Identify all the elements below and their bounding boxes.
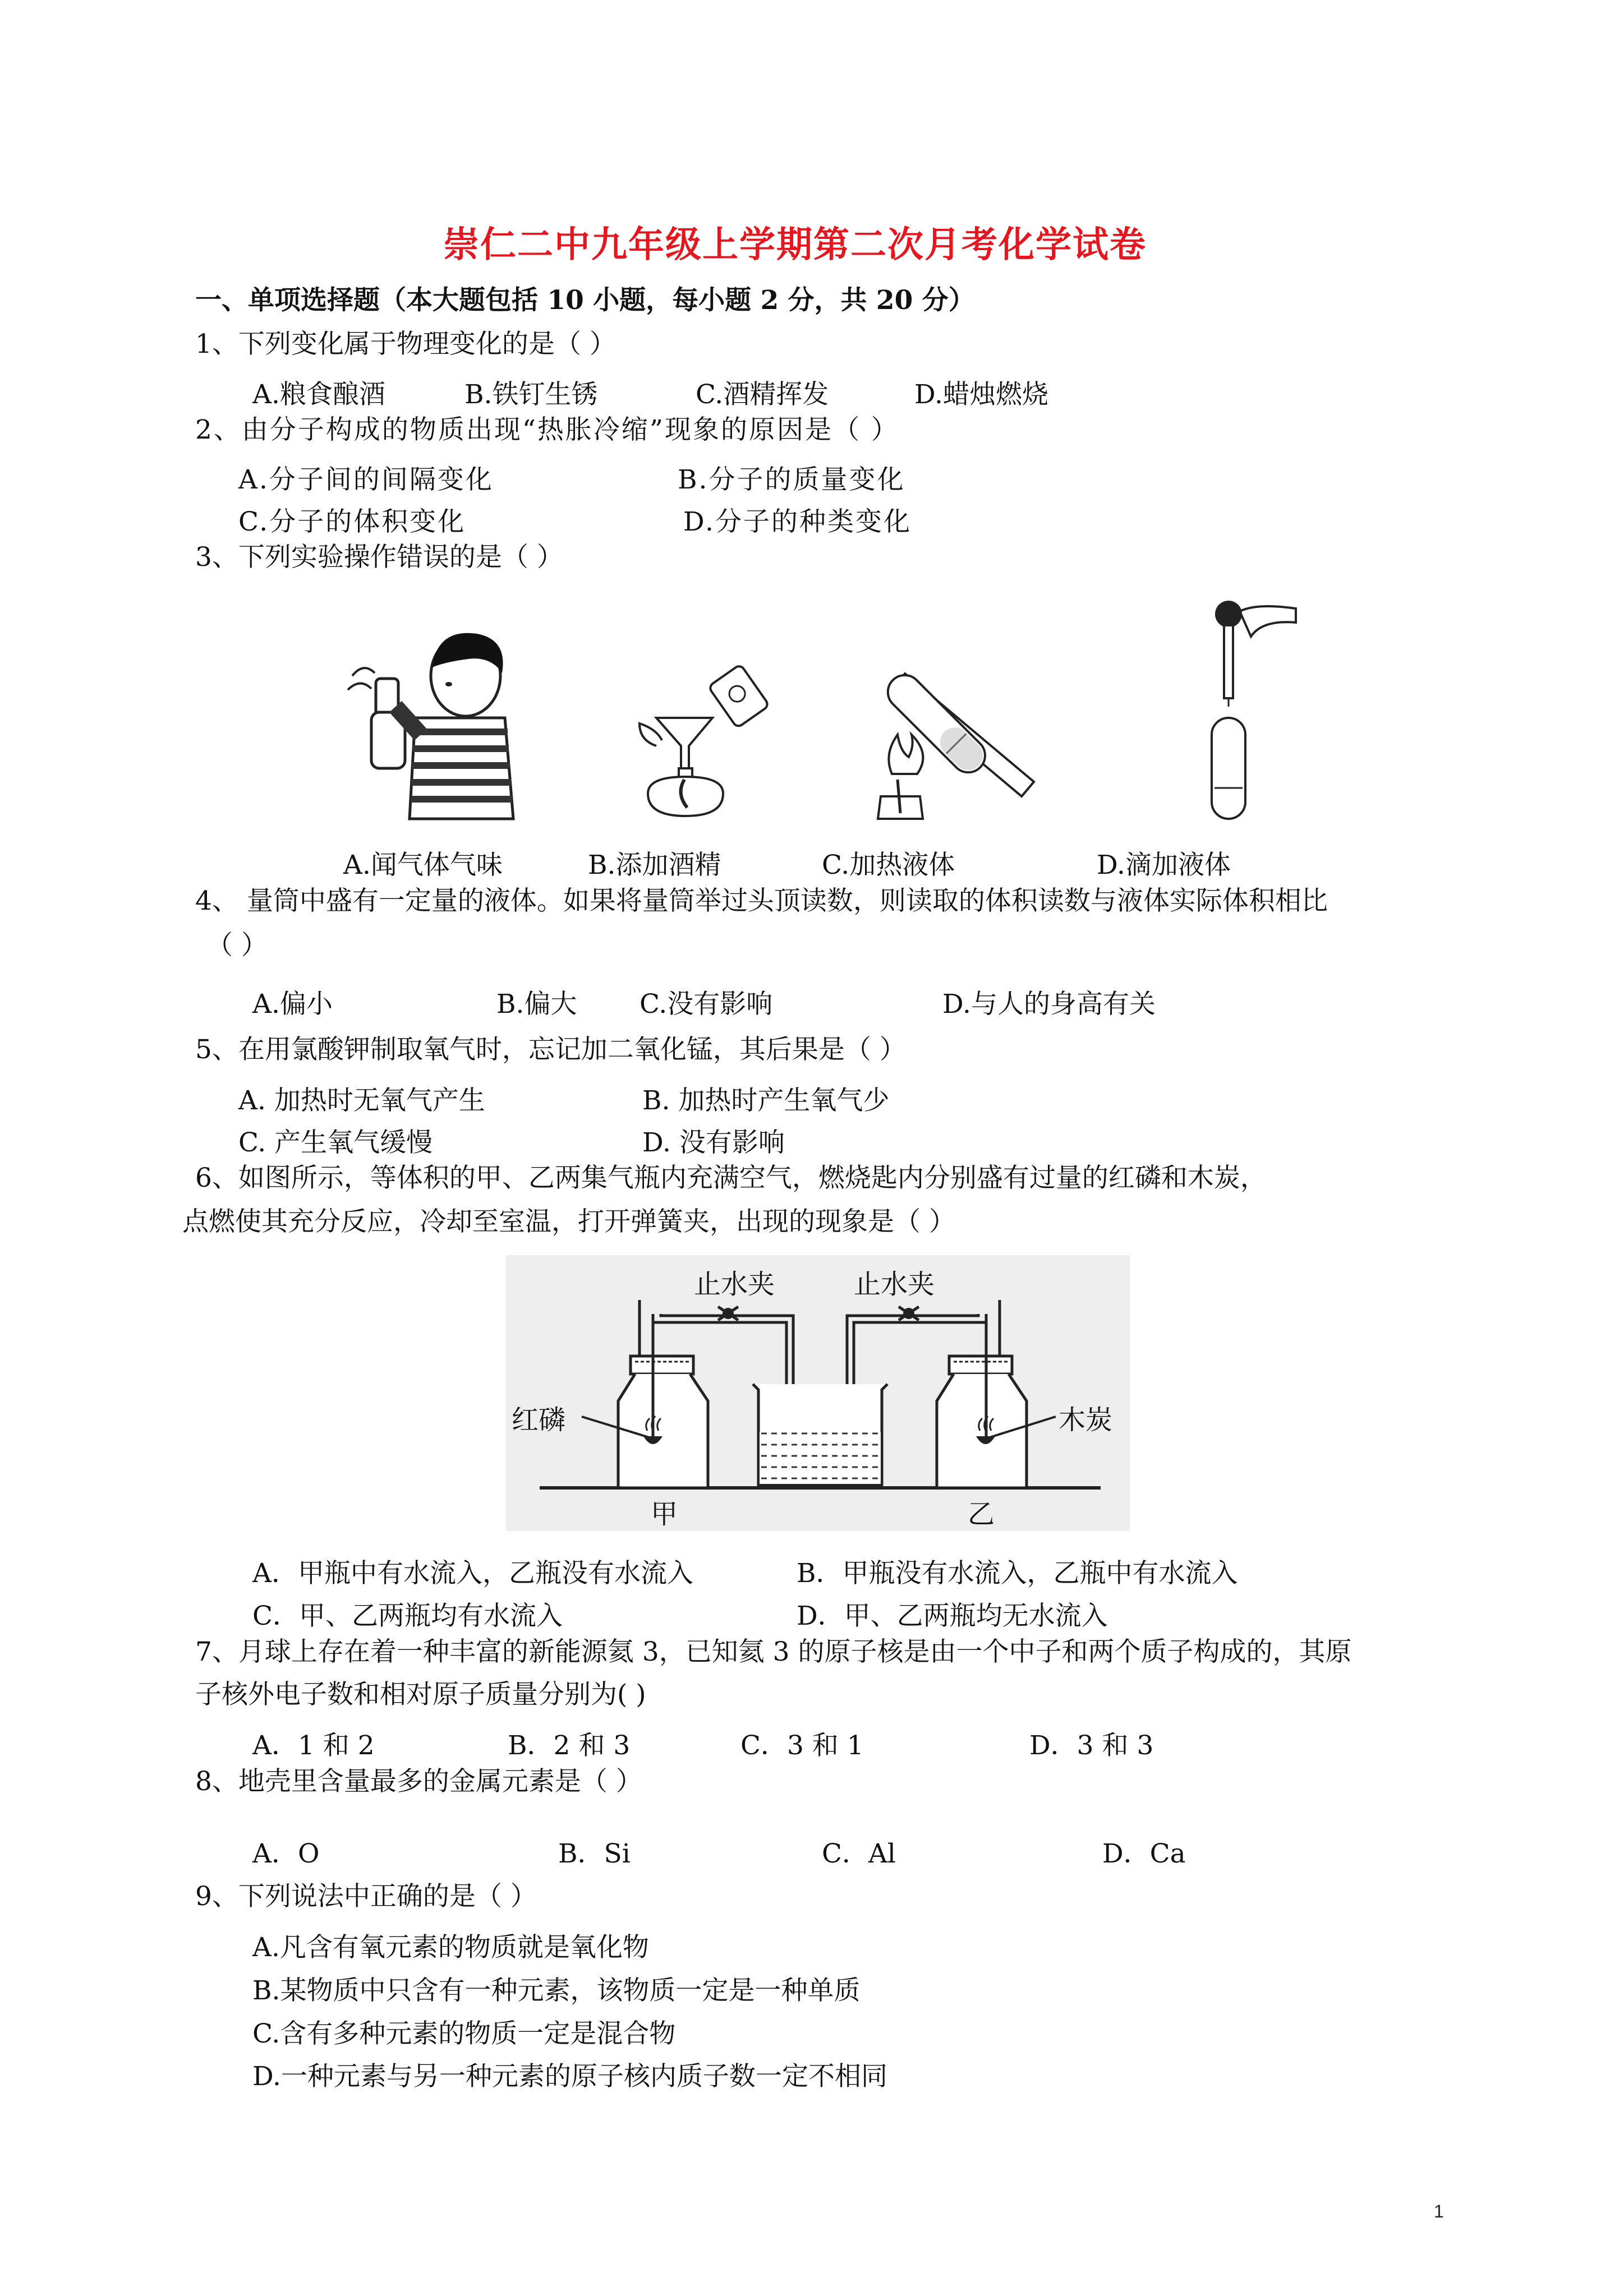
charcoal-label: 木炭	[1059, 1404, 1113, 1436]
question-7-stem-line2: 子核外电子数和相对原子质量分别为( )	[195, 1679, 646, 1710]
question-4-stem-line2: （ ）	[206, 930, 268, 961]
question-7-option-b: B．2 和 3	[508, 1730, 631, 1761]
question-1-option-d: D.蜡烛燃烧	[914, 379, 1048, 410]
question-2-stem: 2、由分子构成的物质出现“热胀冷缩”现象的原因是（ ）	[195, 414, 899, 445]
gas-bottle-apparatus-figure	[506, 1255, 1130, 1531]
question-6-stem-line2: 点燃使其充分反应，冷却至室温，打开弹簧夹，出现的现象是（ ）	[182, 1206, 955, 1237]
question-9-option-b: B.某物质中只含有一种元素，该物质一定是一种单质	[252, 1975, 861, 2006]
question-3-option-c: C.加热液体	[822, 850, 955, 880]
question-5-option-c: C. 产生氧气缓慢	[238, 1127, 433, 1158]
bottle-jia-label: 甲	[651, 1499, 678, 1530]
question-5-option-a: A. 加热时无氧气产生	[238, 1085, 485, 1116]
page-title: 崇仁二中九年级上学期第二次月考化学试卷	[443, 224, 1147, 266]
question-4-option-a: A.偏小	[252, 989, 333, 1020]
clamp-right-label: 止水夹	[854, 1269, 935, 1300]
question-9-stem: 9、下列说法中正确的是（ ）	[195, 1881, 537, 1912]
question-9-option-a: A.凡含有氧元素的物质就是氧化物	[252, 1932, 649, 1963]
beaker	[753, 1384, 887, 1485]
question-6-option-c: C．甲、乙两瓶均有水流入	[252, 1601, 563, 1631]
question-8-option-b: B．Si	[558, 1838, 631, 1869]
question-8-option-a: A．O	[252, 1838, 320, 1869]
question-1-stem: 1、下列变化属于物理变化的是（ ）	[195, 329, 616, 359]
question-1-option-b: B.铁钉生锈	[464, 379, 598, 410]
question-6-option-a: A．甲瓶中有水流入，乙瓶没有水流入	[252, 1558, 693, 1589]
question-3-option-b: B.添加酒精	[588, 850, 721, 880]
question-2-option-a: A.分子间的间隔变化	[238, 464, 494, 495]
question-8-option-d: D．Ca	[1102, 1838, 1186, 1869]
question-5-stem: 5、在用氯酸钾制取氧气时，忘记加二氧化锰，其后果是（ ）	[195, 1034, 906, 1065]
bottle-yi-label: 乙	[968, 1499, 995, 1530]
question-7-option-d: D．3 和 3	[1029, 1730, 1154, 1761]
question-2-option-c: C.分子的体积变化	[238, 506, 466, 537]
question-4-option-b: B.偏大	[496, 989, 577, 1020]
question-3-option-d: D.滴加液体	[1097, 850, 1231, 880]
question-4-option-d: D.与人的身高有关	[942, 989, 1156, 1020]
dropping-liquid-figure	[1189, 594, 1301, 824]
question-2-option-b: B.分子的质量变化	[678, 464, 905, 495]
question-8-option-c: C．Al	[822, 1838, 896, 1869]
question-3-option-a: A.闻气体气味	[343, 850, 503, 880]
question-4-stem-line1: 4、 量筒中盛有一定量的液体。如果将量筒举过头顶读数，则读取的体积读数与液体实际体积相比	[195, 886, 1328, 916]
question-9-option-c: C.含有多种元素的物质一定是混合物	[252, 2018, 676, 2049]
red-phosphorus-label: 红磷	[512, 1404, 566, 1436]
question-7-stem-line1: 7、月球上存在着一种丰富的新能源氦 3，已知氦 3 的原子核是由一个中子和两个质子构成的，其原	[195, 1636, 1352, 1667]
page-number: 1	[1434, 2201, 1444, 2221]
question-5-option-b: B. 加热时产生氧气少	[642, 1085, 890, 1116]
question-6-option-b: B．甲瓶没有水流入，乙瓶中有水流入	[797, 1558, 1238, 1589]
question-2-option-d: D.分子的种类变化	[683, 506, 912, 537]
question-6-stem-line1: 6、如图所示，等体积的甲、乙两集气瓶内充满空气，燃烧匙内分别盛有过量的红磷和木炭，	[195, 1163, 1267, 1193]
question-7-option-a: A．1 和 2	[252, 1730, 375, 1761]
clamp-left-label: 止水夹	[694, 1269, 775, 1300]
question-7-option-c: C．3 和 1	[740, 1730, 864, 1761]
question-6-option-d: D．甲、乙两瓶均无水流入	[797, 1601, 1108, 1631]
question-4-option-c: C.没有影响	[640, 989, 773, 1020]
heating-liquid-figure	[858, 634, 1049, 824]
question-9-option-d: D.一种元素与另一种元素的原子核内质子数一定不相同	[252, 2061, 887, 2092]
adding-alcohol-figure	[623, 662, 774, 824]
question-8-stem: 8、地壳里含量最多的金属元素是（ ）	[195, 1766, 642, 1797]
question-5-option-d: D. 没有影响	[642, 1127, 785, 1158]
question-3-stem: 3、下列实验操作错误的是（ ）	[195, 542, 563, 573]
section-heading: 一、单项选择题（本大题包括 10 小题，每小题 2 分，共 20 分）	[195, 285, 975, 316]
question-1-option-a: A.粮食酿酒	[252, 379, 385, 410]
smelling-gas-figure	[337, 623, 522, 824]
question-1-option-c: C.酒精挥发	[696, 379, 829, 410]
